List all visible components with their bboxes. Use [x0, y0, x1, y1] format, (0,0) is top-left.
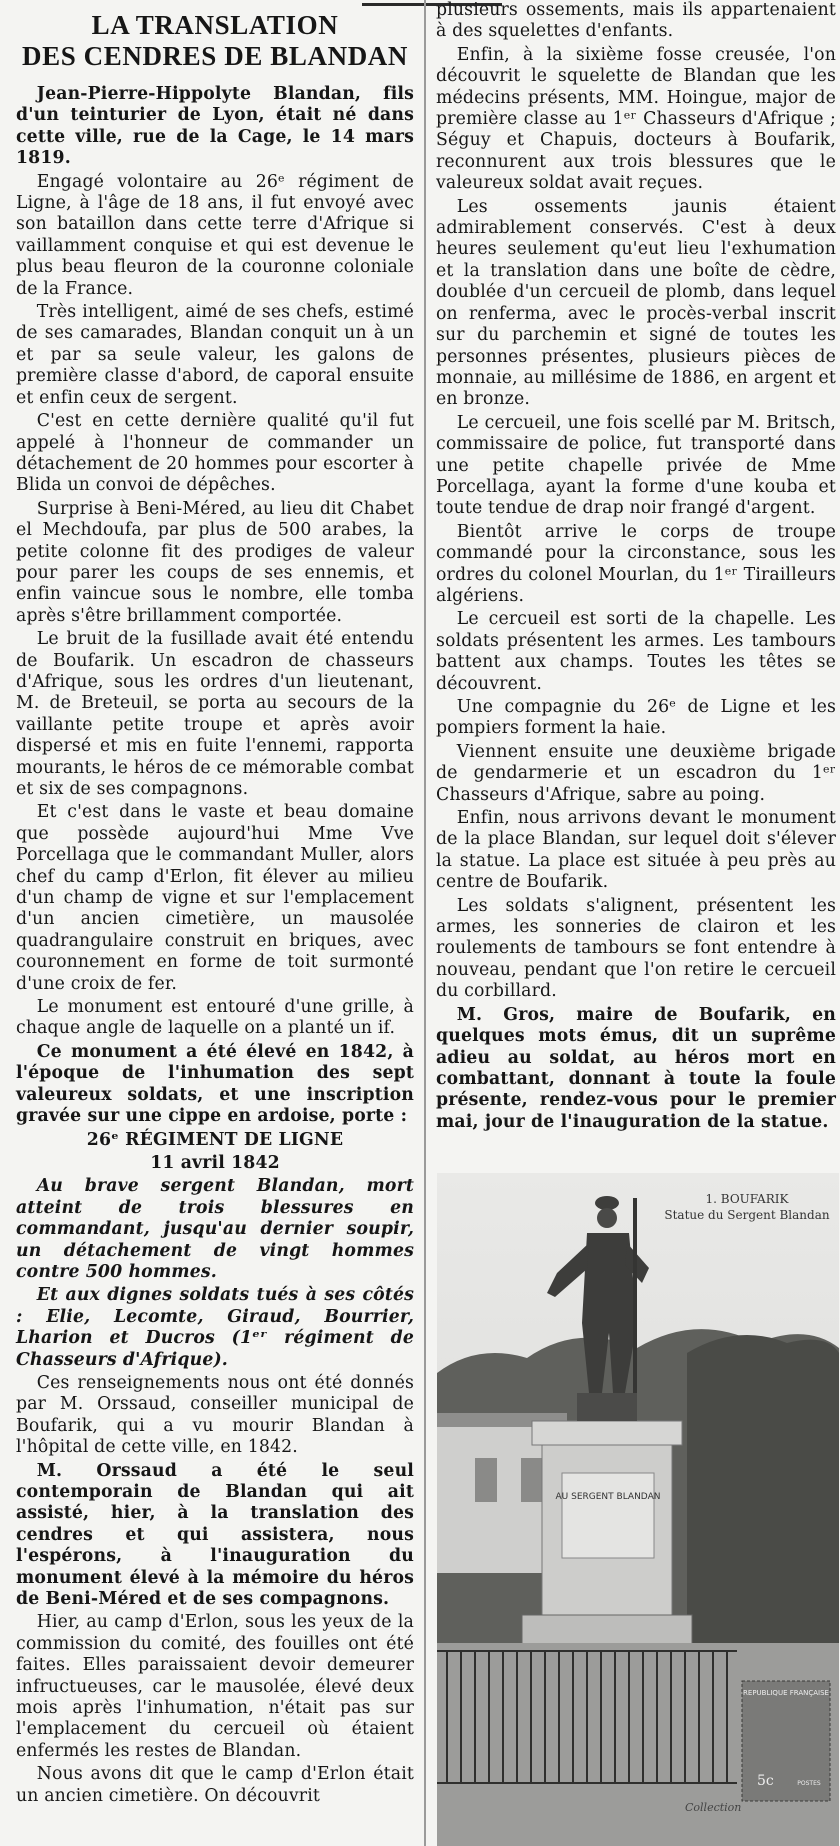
paragraph: Ce monument a été élevé en 1842, à l'époque de l'inhumation des sept valeureux soldats, et une inscription gravée sur une cippe en ardoise, porte : [16, 1041, 414, 1127]
statue-base [577, 1393, 637, 1421]
statue-head [597, 1208, 617, 1228]
paragraph: Très intelligent, aimé de ses chefs, estimé de ses camarades, Blandan conquit un à un et par sa seule valeur, les galons de première classe d'abord, de caporal ensuite et enfin ceux de sergent. [16, 302, 414, 408]
stamp-text: REPUBLIQUE FRANÇAISE [743, 1689, 829, 1697]
paragraph: Ces renseignements nous ont été donnés par M. Orssaud, conseiller municipal de Boufarik, qui a vu mourir Blandan à l'hôpital de cette ville, en 1842. [16, 1372, 414, 1458]
stamp-side: POSTES [797, 1780, 821, 1787]
postcard-title-line-2: Statue du Sergent Blandan [664, 1208, 830, 1222]
pedestal-base [522, 1615, 692, 1645]
postcard-title [657, 1191, 837, 1223]
inscription-text: Au brave sergent Blandan, mort atteint de trois blessures en commandant, jusqu'au dernier soupir, un détachement de vingt hommes contre 500 hommes. [16, 1176, 414, 1282]
paragraph: M. Orssaud a été le seul contemporain de Blandan qui ait assisté, hier, à la translation des cendres et qui assistera, nous l'espérons, à l'inauguration du monument élevé à la mémoire du héros de Beni-Méred et de ses compagnons. [16, 1460, 414, 1610]
paragraph: M. Gros, maire de Boufarik, en quelques mots émus, dit un suprême adieu au soldat, au héros mort en combattant, donnant à toute la foule présente, rendez-vous pour le premier mai, jour de l'inauguration de la statue. [436, 1004, 836, 1132]
postcard-title-line-1: 1. BOUFARIK [705, 1192, 789, 1206]
paragraph: Enfin, nous arrivons devant le monument de la place Blandan, sur lequel doit s'élever la statue. La place est située à peu près au centre de Boufarik. [436, 808, 836, 893]
postcard-collection: Collection [685, 1801, 742, 1814]
paragraph: Surprise à Beni-Méred, au lieu dit Chabet el Mechdoufa, par plus de 500 arabes, la petite colonne fit des prodiges de valeur pour parer les coups de ses ennemis, et enfin vaincue sous le nombre, elle tomba après s'être brillamment comportée. [16, 498, 414, 626]
inscription-text: Et aux dignes soldats tués à ses côtés : Elie, Lecomte, Giraud, Bourrier, Lharion et Ducros (1ᵉʳ régiment de Chasseurs d'Afrique). [16, 1285, 414, 1370]
paragraph: Engagé volontaire au 26ᵉ régiment de Ligne, à l'âge de 18 ans, il fut envoyé avec son bataillon dans cette terre d'Afrique si vaillamment conquise et qui est devenue le plus beau fleuron de la couronne coloniale de la France. [16, 171, 414, 299]
statue-illustration [437, 1173, 839, 1846]
paragraph: C'est en cette dernière qualité qu'il fut appelé à l'honneur de commander un détachement de 20 hommes pour escorter à Blida un convoi de dépêches. [16, 411, 414, 496]
statue-arm [547, 1243, 589, 1297]
paragraph: Nous avons dit que le camp d'Erlon était un ancien cimetière. On découvrit [16, 1764, 414, 1806]
paragraph: Le bruit de la fusillade avait été entendu de Boufarik. Un escadron de chasseurs d'Afrique, sous les ordres d'un lieutenant, M. de Breteuil, se porta au secours de la vaillante petite troupe et après avoir dispersé et mis en fuite l'ennemi, rapporta mourants, le héros de ce mémorable combat et six de ses compagnons. [16, 629, 414, 799]
plaque [562, 1473, 654, 1558]
headline-line-2: DES CENDRES DE BLANDAN [21, 41, 409, 71]
paragraph: Jean-Pierre-Hippolyte Blandan, fils d'un teinturier de Lyon, était né dans cette ville, rue de la Cage, le 14 mars 1819. [16, 84, 414, 169]
rifle [633, 1198, 637, 1398]
paragraph: Une compagnie du 26ᵉ de Ligne et les pompiers forment la haie. [436, 697, 836, 739]
paragraph: Les ossements jaunis étaient admirablement conservés. C'est à deux heures seulement qu'eut lieu l'exhumation et la translation dans une boîte de cèdre, doublée d'un cercueil de plomb, dans lequel on renferma, avec le procès-verbal inscrit sur du parchemin et signé de toutes les personnes présentes, plusieurs pièces de monnaie, au millésime de 1886, en argent et en bronze. [436, 196, 836, 410]
left-column [16, 0, 414, 1809]
paragraph: Et c'est dans le vaste et beau domaine que possède aujourd'hui Mme Vve Porcellaga que le commandant Muller, alors chef du camp d'Erlon, fit élever au milieu d'un champ de vigne et sur l'emplacement d'un ancien cimetière, un mausolée quadrangulaire construit en briques, avec couronnement en forme de toit surmonté d'une croix de fer. [16, 802, 414, 994]
pedestal-top [532, 1421, 682, 1445]
statue-hat [595, 1196, 619, 1210]
postcard-photo [437, 1173, 839, 1846]
paragraph: Le cercueil est sorti de la chapelle. Les soldats présentent les armes. Les tambours battent aux champs. Toutes les têtes se découvrent. [436, 609, 836, 694]
paragraph: Bientôt arrive le corps de troupe commandé pour la circonstance, sous les ordres du colonel Mourlan, du 1ᵉʳ Tirailleurs algériens. [436, 521, 836, 606]
column-divider [424, 0, 426, 1846]
paragraph: Le cercueil, une fois scellé par M. Britsch, commissaire de police, fut transporté dans une petite chapelle privée de Mme Porcellaga, ayant la forme d'une kouba et toute tendue de drap noir frangé d'argent. [436, 412, 836, 519]
paragraph: Enfin, à la sixième fosse creusée, l'on découvrit le squelette de Blandan que les médecins présents, MM. Hoingue, major de première classe au 1ᵉʳ Chasseurs d'Afrique ; Séguy et Chapuis, docteurs à Boufarik, reconnurent aux trois blessures que le valeureux soldat avait reçues. [436, 44, 836, 194]
trees-right [687, 1335, 839, 1643]
window [475, 1458, 497, 1502]
paragraph: Viennent ensuite une deuxième brigade de gendarmerie et un escadron du 1ᵉʳ Chasseurs d'Afrique, sabre au poing. [436, 741, 836, 805]
headline-line-1: LA TRANSLATION [91, 10, 339, 40]
paragraph: plusieurs ossements, mais ils appartenaient à des squelettes d'enfants. [436, 0, 836, 42]
inscription-title: 26ᵉ RÉGIMENT DE LIGNE [86, 1129, 344, 1150]
stamp-value: 5c [757, 1773, 774, 1789]
paragraph: Les soldats s'alignent, présentent les armes, les sonneries de clairon et les roulements de tambours se font entendre à nouveau, pendant que l'on retire le cercueil du corbillard. [436, 895, 836, 1002]
right-column [436, 0, 836, 1135]
window [521, 1458, 543, 1502]
plaque-text: AU SERGENT BLANDAN [555, 1492, 661, 1502]
inscription-date: 11 avril 1842 [150, 1152, 280, 1173]
paragraph: Le monument est entouré d'une grille, à chaque angle de laquelle on a planté un if. [16, 997, 414, 1039]
paragraph: Hier, au camp d'Erlon, sous les yeux de la commission du comité, des fouilles ont été faites. Elles paraissaient devoir demeurer infructueuses, car le mausolée, élevé deux mois après l'inhumation, n'était pas sur l'emplacement du cercueil où étaient enfermés les restes de Blandan. [16, 1612, 414, 1761]
article-headline [16, 10, 414, 72]
